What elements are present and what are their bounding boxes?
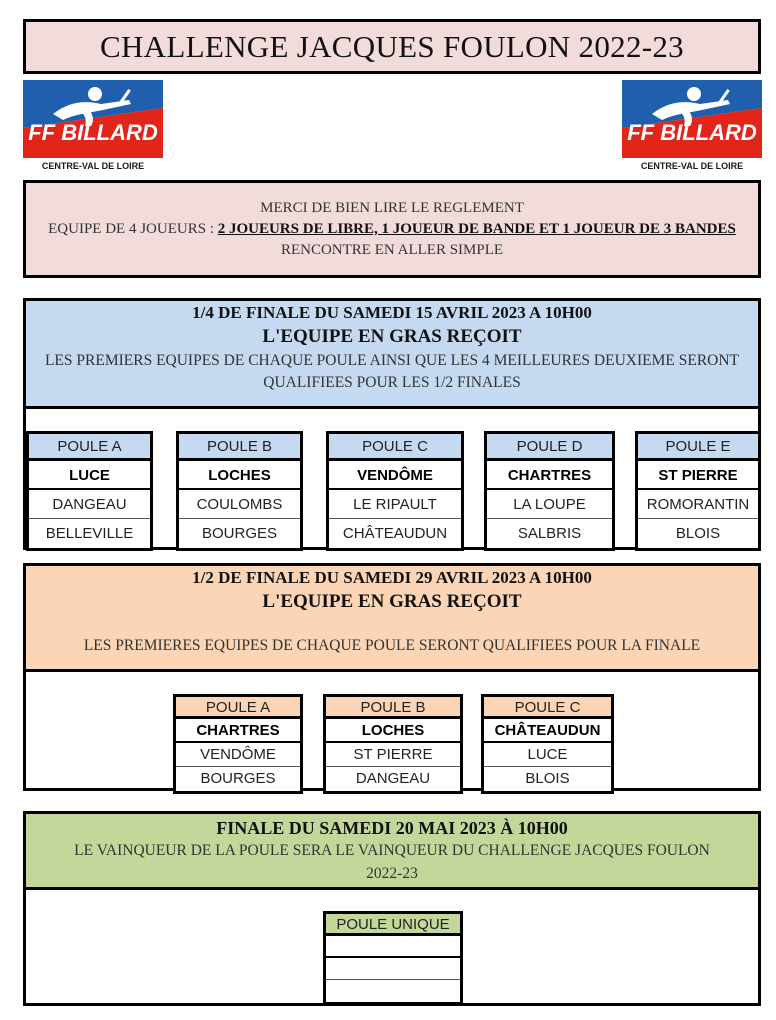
pool-card bbox=[323, 911, 463, 1005]
final-note: LE VAINQUEUR DE LA POULE SERA LE VAINQUEUR DU CHALLENGE JACQUES FOULON 2022-23 bbox=[74, 842, 710, 882]
team: CHÂTEAUDUN bbox=[342, 525, 448, 542]
pool-card bbox=[484, 431, 615, 551]
team: DANGEAU bbox=[355, 770, 431, 787]
team-host: CHARTRES bbox=[487, 461, 612, 490]
team: SALBRIS bbox=[517, 525, 582, 542]
pool-name: POULE A bbox=[176, 697, 300, 719]
team: BELLEVILLE bbox=[45, 525, 134, 542]
semi-final-header bbox=[26, 566, 758, 672]
team: BLOIS bbox=[525, 770, 570, 787]
pool-name: POULE D bbox=[487, 434, 612, 461]
logo-brand-text: FF BILLARD bbox=[627, 120, 757, 145]
quarter-final-title: 1/4 DE FINALE DU SAMEDI 15 AVRIL 2023 A 10H00 bbox=[192, 303, 592, 322]
pool-card bbox=[635, 431, 761, 551]
team: COULOMBS bbox=[179, 490, 300, 519]
pool-name: POULE C bbox=[484, 697, 611, 719]
team-host: CHÂTEAUDUN bbox=[484, 719, 611, 743]
semi-final-section bbox=[23, 563, 761, 791]
team-slot bbox=[326, 958, 460, 980]
pool-card bbox=[26, 431, 153, 551]
pool-card bbox=[176, 431, 303, 551]
pool-card bbox=[323, 694, 463, 794]
ff-billard-logo bbox=[23, 80, 163, 173]
pool-name: POULE A bbox=[29, 434, 150, 461]
pool-card bbox=[173, 694, 303, 794]
pool-name: POULE B bbox=[179, 434, 300, 461]
team: LUCE bbox=[484, 743, 611, 767]
logo-region-text: CENTRE-VAL DE LOIRE bbox=[640, 161, 744, 171]
quarter-final-note: LES PREMIERS EQUIPES DE CHAQUE POULE AINSI QUE LES 4 MEILLEURES DEUXIEME SERONT QUALIFIEES POUR LES 1/2 FINALES bbox=[44, 352, 740, 391]
team: BOURGES bbox=[201, 525, 277, 542]
semi-final-subtitle: L'EQUIPE EN GRAS REÇOIT bbox=[262, 591, 522, 612]
team: LA LOUPE bbox=[487, 490, 612, 519]
team: LE RIPAULT bbox=[329, 490, 461, 519]
pool-card bbox=[481, 694, 614, 794]
ff-billard-logo bbox=[622, 80, 762, 173]
team-host: LOCHES bbox=[179, 461, 300, 490]
final-header bbox=[26, 814, 758, 890]
logo-brand-text: FF BILLARD bbox=[28, 120, 158, 145]
team: BLOIS bbox=[675, 525, 721, 542]
rules-line-1: MERCI DE BIEN LIRE LE REGLEMENT bbox=[260, 199, 524, 216]
pool-name: POULE B bbox=[326, 697, 460, 719]
pool-name: POULE C bbox=[329, 434, 461, 461]
rules-line-2-prefix: EQUIPE DE 4 JOUEURS : bbox=[48, 220, 218, 237]
rules-line-3: RENCONTRE EN ALLER SIMPLE bbox=[280, 241, 504, 258]
team: DANGEAU bbox=[29, 490, 150, 519]
rules-line-2-emphasis: 2 JOUEURS DE LIBRE, 1 JOUEUR DE BANDE ET 1 JOUEUR DE 3 BANDES bbox=[217, 220, 736, 237]
quarter-final-header bbox=[26, 301, 758, 409]
team-slot bbox=[326, 936, 460, 958]
final-title: FINALE DU SAMEDI 20 MAI 2023 À 10H00 bbox=[216, 818, 568, 838]
pool-card bbox=[326, 431, 464, 551]
pool-name: POULE E bbox=[638, 434, 758, 461]
semi-final-note: LES PREMIERES EQUIPES DE CHAQUE POULE SERONT QUALIFIEES POUR LA FINALE bbox=[83, 637, 701, 654]
semi-final-title: 1/2 DE FINALE DU SAMEDI 29 AVRIL 2023 A 10H00 bbox=[192, 568, 592, 587]
logo-region-text: CENTRE-VAL DE LOIRE bbox=[41, 161, 145, 171]
team: BOURGES bbox=[200, 770, 276, 787]
page-title: CHALLENGE JACQUES FOULON 2022-23 bbox=[23, 19, 761, 74]
team-host: VENDÔME bbox=[329, 461, 461, 490]
team-slot bbox=[326, 980, 460, 1002]
team-host: CHARTRES bbox=[176, 719, 300, 743]
team-host: LOCHES bbox=[326, 719, 460, 743]
team: VENDÔME bbox=[176, 743, 300, 767]
team: ST PIERRE bbox=[326, 743, 460, 767]
team-host: ST PIERRE bbox=[638, 461, 758, 490]
rules-line-2 bbox=[28, 219, 756, 240]
rules-panel bbox=[23, 180, 761, 278]
team-host: LUCE bbox=[29, 461, 150, 490]
quarter-final-subtitle: L'EQUIPE EN GRAS REÇOIT bbox=[262, 326, 522, 347]
pool-name: POULE UNIQUE bbox=[326, 914, 460, 936]
quarter-final-section bbox=[23, 298, 761, 550]
final-section bbox=[23, 811, 761, 1006]
team: ROMORANTIN bbox=[638, 490, 758, 519]
